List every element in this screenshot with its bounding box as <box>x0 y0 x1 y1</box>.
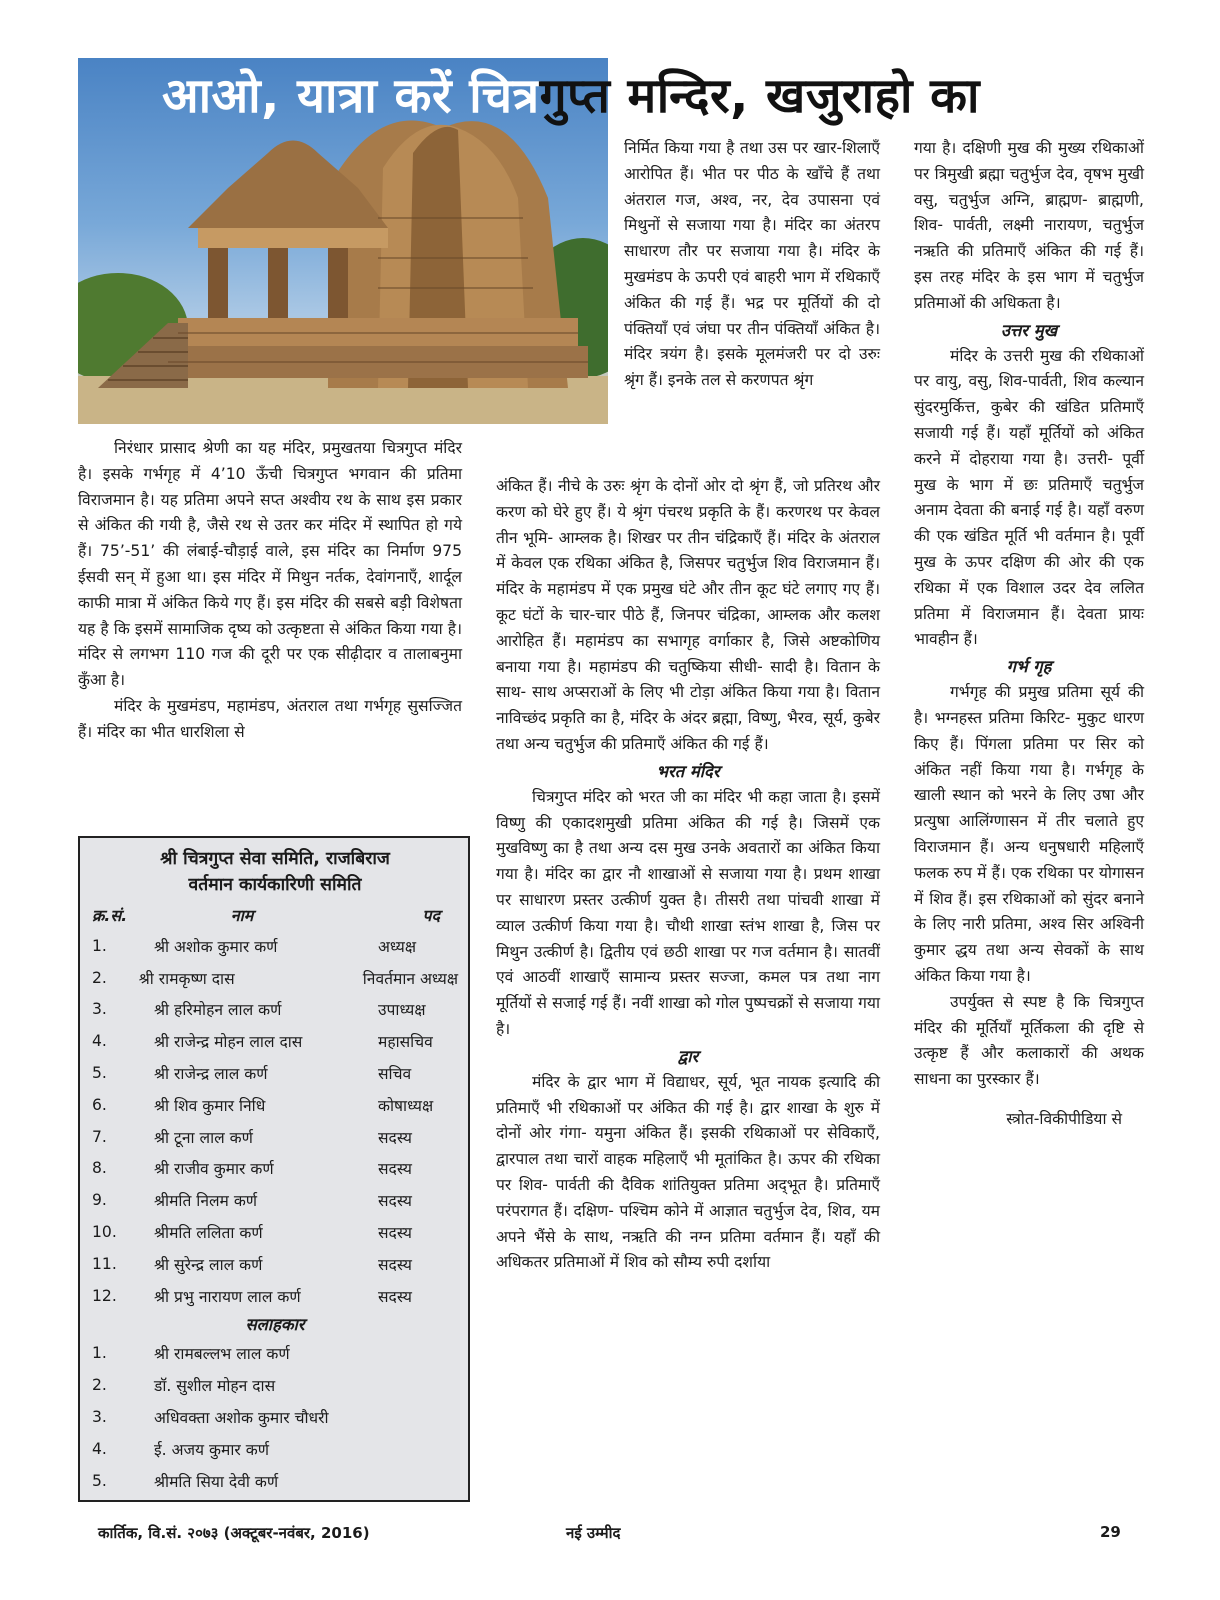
column-2-top <box>624 136 880 394</box>
member-post: उपाध्यक्ष <box>378 1001 426 1020</box>
box-title: श्री चित्रगुप्त सेवा समिति, राजबिराज <box>160 849 390 869</box>
section-heading: भरत मंदिर <box>656 761 720 781</box>
advisor-serial: 5. <box>92 1471 107 1490</box>
advisors-heading: सलाहकार <box>245 1314 305 1334</box>
paragraph: गर्भगृह की प्रमुख प्रतिमा सूर्य की है। भग्नहस्त प्रतिमा किरिट- मुकुट धारण किए हैं। पिंगला प्रतिमा पर सिर को अंकित नहीं किया गया है। गर्भगृह के खाली स्थान को भरने के लिए उषा और प्रत्युषा आलिंग्णासन में तीर चलाते हुए विराजमान हैं। अन्य धनुषधारी महिलाएँ फलक रुप में हैं। एक रथिका पर योगासन में शिव हैं। इस रथिकाओं को सुंदर बनाने के लिए नारी प्रतिमा, अश्व सिर अश्विनी कुमार द्धय तथा अन्य सेवकों के साथ अंकित किया गया है। <box>914 683 1144 985</box>
member-serial: 3. <box>92 1000 107 1019</box>
section-heading: गर्भ गृह <box>1006 657 1052 677</box>
member-post: अध्यक्ष <box>378 937 417 956</box>
member-name: श्री प्रभु नारायण लाल कर्ण <box>154 1287 301 1306</box>
page-title <box>162 64 1122 128</box>
footer-magazine-name: नई उम्मीद <box>566 1524 621 1542</box>
member-post: सदस्य <box>378 1160 412 1179</box>
table-row <box>92 1184 458 1216</box>
advisor-name: अधिवक्ता अशोक कुमार चौधरी <box>154 1409 329 1428</box>
member-post: सदस्य <box>378 1255 412 1274</box>
member-name: श्री हरिमोहन लाल कर्ण <box>154 1001 282 1020</box>
table-row <box>92 1089 458 1121</box>
source-credit: स्त्रोत-विकीपीडिया से <box>1006 1109 1122 1128</box>
member-post: महासचिव <box>378 1033 433 1052</box>
header-post: पद <box>422 906 440 925</box>
member-name: श्रीमति निलम कर्ण <box>154 1192 258 1211</box>
member-serial: 11. <box>92 1254 117 1273</box>
header-name: नाम <box>230 906 254 925</box>
column-2-bottom <box>496 474 880 1276</box>
table-row <box>92 1280 458 1312</box>
paragraph: उपर्युक्त से स्पष्ट है कि चित्रगुप्त मंदिर की मूर्तियाँ मूर्तिकला की दृष्टि से उत्कृष्ट हैं और कलाकारों की अथक साधना का पुरस्कार हैं। <box>914 992 1144 1089</box>
member-post: सदस्य <box>378 1128 412 1147</box>
table-header <box>92 900 458 930</box>
member-name: श्री राजीव कुमार कर्ण <box>154 1160 274 1179</box>
paragraph: मंदिर के उत्तरी मुख की रथिकाओं पर वायु, वसु, शिव-पार्वती, शिव कल्यान सुंदरमुर्कित्त, कुबेर की खंडित प्रतिमाएँ सजायी गई हैं। यहाँ मूर्तियों को अंकित करने में दोहराया गया है। उत्तरी- पूर्वी मुख के भाग में छः प्रतिमाएँ चतुर्भुज अनाम देवता की बनाई गई है। यहाँ वरुण की एक खंडित मूर्ति भी वर्तमान है। पूर्वी मुख के ऊपर दक्षिण की ओर की एक रथिका में एक विशाल उदर देव ललित प्रतिमा में विराजमान हैं। देवता प्रायः भावहीन हैं। <box>914 346 1144 649</box>
member-serial: 7. <box>92 1127 107 1146</box>
advisor-serial: 3. <box>92 1408 107 1427</box>
member-post: सचिव <box>378 1065 412 1084</box>
committee-box <box>78 836 470 1502</box>
member-serial: 12. <box>92 1286 117 1305</box>
table-row <box>92 1216 458 1248</box>
member-name: श्री सुरेन्द्र लाल कर्ण <box>154 1255 263 1274</box>
member-serial: 5. <box>92 1064 107 1083</box>
list-item <box>92 1433 458 1465</box>
member-name: श्री अशोक कुमार कर्ण <box>154 937 278 956</box>
member-post: कोषाध्यक्ष <box>378 1096 434 1115</box>
advisor-name: श्रीमति सिया देवी कर्ण <box>154 1472 279 1491</box>
column-3 <box>914 136 1144 1133</box>
paragraph: मंदिर के द्वार भाग में विद्याधर, सूर्य, भूत नायक इत्यादि की प्रतिमाएँ भी रथिकाओं पर अंकित की गई है। द्वार शाखा के शुरु में दोनों ओर गंगा- यमुना अंकित हैं। इसकी रथिकाओं पर सेविकाएँ, द्वारपाल तथा चारों वाहक महिलाएँ भी मूतांकित है। ऊपर की रथिका पर शिव- पार्वती की दैविक शांतियुक्त प्रतिमा अद्‌भूत है। प्रतिमाएँ परंपरागत हैं। दक्षिण- पश्चिम कोने में आज्ञात चतुर्भुज देव, शिव, यम अपने भैंसे के साथ, नऋति की नग्न प्रतिमा वर्तमान हैं। यहाँ की अधिकतर प्रतिमाओं में शिव को सौम्य रुपी दर्शाया <box>496 1072 880 1272</box>
member-post: सदस्य <box>378 1224 412 1243</box>
list-item <box>92 1401 458 1433</box>
title-part-2: गुप्त मन्दिर, खजुराहो का <box>539 68 980 124</box>
list-item <box>92 1338 458 1370</box>
table-row <box>92 1121 458 1153</box>
list-item <box>92 1369 458 1401</box>
page-number: 29 <box>1100 1523 1121 1541</box>
member-serial: 10. <box>92 1223 117 1242</box>
header-serial: क्र.सं. <box>92 906 128 925</box>
member-name: श्री राजेन्द्र मोहन लाल दास <box>154 1033 303 1052</box>
table-row <box>92 962 458 994</box>
section-heading: द्वार <box>677 1046 699 1066</box>
advisor-name: ई. अजय कुमार कर्ण <box>154 1440 269 1459</box>
member-serial: 4. <box>92 1032 107 1051</box>
advisor-name: श्री रामबल्लभ लाल कर्ण <box>154 1345 290 1364</box>
table-row <box>92 994 458 1026</box>
advisor-name: डॉ. सुशील मोहन दास <box>154 1377 276 1396</box>
footer-issue-date: कार्तिक, वि.सं. २०७३ (अक्टूबर-नवंबर, 2016) <box>98 1524 370 1542</box>
list-item <box>92 1465 458 1497</box>
member-serial: 2. <box>92 968 107 987</box>
member-serial: 1. <box>92 936 107 955</box>
member-name: श्री राजेन्द्र लाल कर्ण <box>154 1065 268 1084</box>
column-1 <box>78 436 462 746</box>
member-serial: 6. <box>92 1095 107 1114</box>
paragraph: मंदिर के मुखमंडप, महामंडप, अंतराल तथा गर्भगृह सुसज्जित हैं। मंदिर का भीत धारशिला से <box>78 696 462 741</box>
paragraph: चित्रगुप्त मंदिर को भरत जी का मंदिर भी कहा जाता है। इसमें विष्णु की एकादशमुखी प्रतिमा अंकित की गई है। जिसमें एक मुखविष्णु का है तथा अन्य दस मुख उनके अवतारों का अंकित किया गया है। मंदिर का द्वार नौ शाखाओं से सजाया गया है। प्रथम शाखा पर साधारण प्रस्तर उत्कीर्ण युक्त है। तीसरी तथा पांचवी शाखा में व्याल उत्कीर्ण किया गया है। चौथी शाखा स्तंभ शाखा है, जिस पर मिथुन उत्कीर्ण है। द्वितीय एवं छठी शाखा पर गज वर्तमान है। सातवीं एवं आठवीं शाखाएँ सामान्य प्रस्तर सज्जा, कमल पत्र तथा नाग मूर्तियों से सजाई गई हैं। नवीं शाखा को गोल पुष्पचक्रों से सजाया गया है। <box>496 787 880 1038</box>
paragraph: गया है। दक्षिणी मुख की मुख्य रथिकाओं पर त्रिमुखी ब्रह्मा चतुर्भुज देव, वृषभ मुखी वसु, चतुर्भुज अग्नि, ब्राह्मण- ब्राह्मणी, शिव- पार्वती, लक्ष्मी नारायण, चतुर्भुज नऋति की प्रतिमाएँ अंकित की गई हैं। इस तरह मंदिर के इस भाग में चतुर्भुज प्रतिमाओं की अधिकता है। <box>914 139 1144 312</box>
advisor-serial: 4. <box>92 1439 107 1458</box>
table-row <box>92 1248 458 1280</box>
title-part-1: आओ, यात्रा करें चित्र <box>162 68 540 124</box>
member-post: निवर्तमान अध्यक्ष <box>362 969 458 988</box>
table-row <box>92 1025 458 1057</box>
paragraph: निर्मित किया गया है तथा उस पर खार-शिलाएँ आरोपित हैं। भीत पर पीठ के खाँचे हैं तथा अंतराल गज, अश्व, नर, देव उपासना एवं मिथुनों से सजाया गया है। मंदिर का अंतरप साधारण तौर पर सजाया गया है। मंदिर के मुखमंडप के ऊपरी एवं बाहरी भाग में रथिकाएँ अंकित की गई हैं। भद्र पर मूर्तियों की दो पंक्तियाँ एवं जंघा पर तीन पंक्तियाँ अंकित है। मंदिर त्रयंग है। इसके मूलमंजरी पर दो उरुः श्रृंग हैं। इनके तल से करणपत श्रृंग <box>624 139 880 390</box>
member-post: सदस्य <box>378 1192 412 1211</box>
member-serial: 9. <box>92 1191 107 1210</box>
box-subtitle: वर्तमान कार्यकारिणी समिति <box>188 875 362 895</box>
paragraph: निरंधार प्रासाद श्रेणी का यह मंदिर, प्रमुखतया चित्रगुप्त मंदिर है। इसके गर्भगृह में 4’10 ऊँची चित्रगुप्त भगवान की प्रतिमा विराजमान है। यह प्रतिमा अपने सप्त अश्वीय रथ के साथ इस प्रकार से अंकित की गयी है, जैसे रथ से उतर कर मंदिर में स्थापित हो गये हैं। 75’-51’ की लंबाई-चौड़ाई वाले, इस मंदिर का निर्माण 975 ईसवी सन्‌ में हुआ था। इस मंदिर में मिथुन नर्तक, देवांगनाएँ, शार्दूल काफी मात्रा में अंकित किये गए हैं। इस मंदिर की सबसे बड़ी विशेषता यह है कि इसमें सामाजिक दृष्य को उत्कृष्टता से अंकित किया गया है। मंदिर से लगभग 110 गज की दूरी पर एक सीढ़ीदार व तालाबनुमा कुँआ है। <box>78 439 462 690</box>
member-name: श्री रामकृष्ण दास <box>138 969 235 988</box>
member-serial: 8. <box>92 1159 107 1178</box>
member-name: श्री शिव कुमार निधि <box>154 1096 266 1115</box>
member-name: श्रीमति ललिता कर्ण <box>154 1224 263 1243</box>
member-name: श्री टूना लाल कर्ण <box>154 1128 253 1147</box>
advisor-serial: 2. <box>92 1376 107 1395</box>
member-list <box>92 930 458 1312</box>
table-row <box>92 930 458 962</box>
advisor-serial: 1. <box>92 1344 107 1363</box>
table-row <box>92 1153 458 1185</box>
table-row <box>92 1057 458 1089</box>
member-post: सदस्य <box>378 1287 412 1306</box>
paragraph: अंकित हैं। नीचे के उरुः श्रृंग के दोनों ओर दो श्रृंग हैं, जो प्रतिरथ और करण को घेरे हुए हैं। ये श्रृंग पंचरथ प्रकृति के हैं। करणरथ पर केवल तीन भूमि- आम्लक है। शिखर पर तीन चंद्रिकाएँ हैं। मंदिर के अंतराल में केवल एक रथिका अंकित है, जिसपर चतुर्भुज शिव विराजमान हैं। मंदिर के महामंडप में एक प्रमुख घंटे और तीन कूट घंटे लगाए गए हैं। कूट घंटों के चार-चार पीठे हैं, जिनपर चंद्रिका, आम्लक और कलश आरोहित हैं। महामंडप का सभागृह वर्गाकार है, जिसे अष्टकोणिय बनाया गया है। महामंडप की चतुष्किया सीधी- सादी है। वितान के साथ- साथ अप्सराओं के लिए भी टोड़ा अंकित किया गया है। वितान नाविच्छंद प्रकृति का है, मंदिर के अंदर ब्रह्मा, विष्णु, भैरव, सूर्य, कुबेर तथा अन्य चतुर्भुज की प्रतिमाएँ अंकित की गई हैं। <box>496 477 880 753</box>
advisor-list <box>92 1338 458 1497</box>
section-heading: उत्तर मुख <box>1000 320 1058 340</box>
